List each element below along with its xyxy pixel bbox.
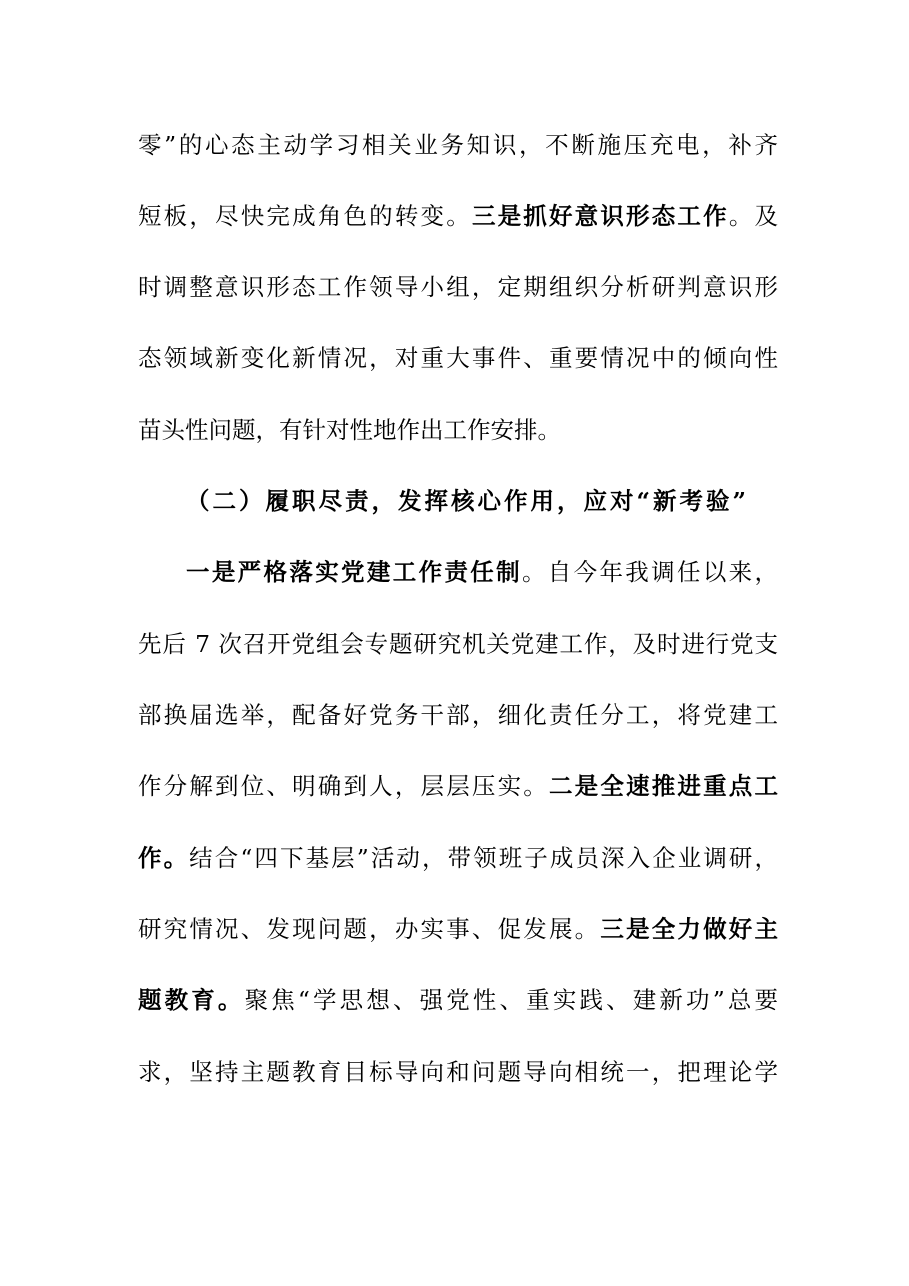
text-run: 态领域新变化新情况，对重大事件、重要情况中的倾向性 — [138, 344, 778, 372]
text-run: 。及 — [728, 202, 778, 230]
text-run: 零”的心态主动学习相关业务知识，不断施压充电，补齐 — [138, 131, 778, 159]
paragraph-line-10 — [138, 841, 778, 875]
text-run: 短板，尽快完成角色的转变。 — [138, 202, 472, 230]
bold-text-run: 三是全力做好主 — [600, 915, 778, 943]
text-run: 研究情况、发现问题，办实事、促发展。 — [138, 915, 601, 943]
text-run: 部换届选举，配备好党务干部，细化责任分工，将党建工 — [138, 701, 778, 729]
paragraph-line-12 — [138, 983, 778, 1017]
text-run: 。自今年我调任以来， — [521, 558, 779, 586]
paragraph-line-2 — [138, 199, 778, 233]
paragraph-line-5 — [138, 413, 778, 447]
bold-text-run: 二是全速推进重点工 — [549, 772, 778, 800]
text-run: 作分解到位、明确到人，层层压实。 — [138, 772, 549, 800]
paragraph-line-6 — [186, 555, 778, 589]
paragraph-line-3 — [138, 270, 778, 304]
paragraph-line-4 — [138, 341, 778, 375]
bold-text-run: （二）履职尽责，发挥核心作用，应对“新考验” — [186, 487, 746, 515]
bold-text-run: 三是抓好意识形态工作 — [471, 202, 729, 230]
bold-text-run: 一是严格落实党建工作责任制 — [186, 558, 522, 586]
paragraph-line-8 — [138, 698, 778, 732]
text-run: 苗头性问题，有针对性地作出工作安排。 — [138, 416, 561, 444]
bold-text-run: 题教育。 — [138, 986, 245, 1014]
paragraph-line-13 — [138, 1055, 778, 1089]
bold-text-run: 作。 — [138, 844, 190, 872]
text-run: 先后 7 次召开党组会专题研究机关党建工作，及时进行党支 — [138, 630, 778, 658]
paragraph-line-7 — [138, 627, 778, 661]
section-heading — [186, 484, 746, 518]
paragraph-line-11 — [138, 912, 778, 946]
paragraph-line-1 — [138, 128, 778, 162]
text-run: 聚焦“学思想、强党性、重实践、建新功”总要 — [244, 986, 778, 1014]
text-run: 时调整意识形态工作领导小组，定期组织分析研判意识形 — [138, 273, 778, 301]
text-run: 结合“四下基层”活动，带领班子成员深入企业调研， — [189, 844, 779, 872]
paragraph-line-9 — [138, 769, 778, 803]
text-run: 求，坚持主题教育目标导向和问题导向相统一，把理论学 — [138, 1058, 778, 1086]
